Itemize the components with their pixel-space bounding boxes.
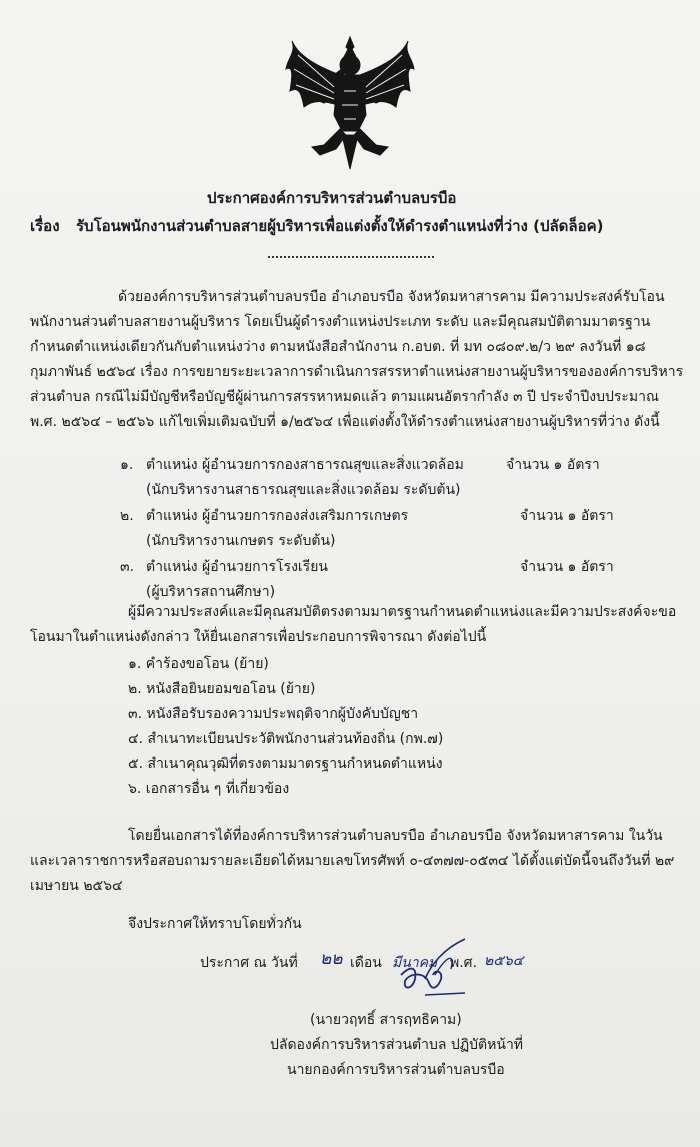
date-prefix: ประกาศ ณ วันที่ — [200, 955, 298, 971]
submission-line: และเวลาราชการหรือสอบถามรายละเอียดได้หมายเลขโทรศัพท์ ๐-๔๓๗๗-๐๕๓๔ ได้ตั้งแต่บัดนี้จนถึงวันที่ ๒๙ — [30, 853, 675, 869]
position-count: จำนวน ๑ อัตรา — [520, 508, 614, 524]
requirements-line: ผู้มีความประสงค์และมีคุณสมบัติตรงตามมาตรฐานกำหนดตำแหน่งและมีความประสงค์จะขอ — [128, 604, 677, 620]
position-number: ๑. — [120, 457, 134, 473]
position-sub: (นักบริหารงานเกษตร ระดับต้น) — [146, 533, 336, 549]
intro-line: พนักงานส่วนตำบลสายงานผู้บริหาร โดยเป็นผู้ดำรงตำแหน่งประเภท ระดับ และมีคุณสมบัติตามมาตรฐาน — [30, 314, 651, 330]
date-year: ๒๕๖๔ — [484, 953, 524, 969]
year-label: พ.ศ. — [450, 955, 478, 971]
position-count: จำนวน ๑ อัตรา — [506, 457, 600, 473]
position-sub: (นักบริหารงานสาธารณสุขและสิ่งแวดล้อม ระดับต้น) — [146, 482, 461, 498]
announcement-title: ประกาศองค์การบริหารส่วนตำบลบรบือ — [207, 189, 457, 207]
subject-text: รับโอนพนักงานส่วนตำบลสายผู้บริหารเพื่อแต่งตั้งให้ดำรงตำแหน่งที่ว่าง (ปลัดล็อค) — [76, 217, 604, 235]
document-item: ๑. คำร้องขอโอน (ย้าย) — [128, 656, 269, 672]
document-item: ๓. หนังสือรับรองความประพฤติจากผู้บังคับบัญชา — [128, 706, 419, 722]
signature-icon — [395, 935, 485, 1015]
position-title: ตำแหน่ง ผู้อำนวยการกองส่งเสริมการเกษตร — [146, 508, 409, 524]
position-count: จำนวน ๑ อัตรา — [520, 559, 614, 575]
announce-text: จึงประกาศให้ทราบโดยทั่วกัน — [128, 916, 302, 932]
month-label: เดือน — [350, 955, 382, 971]
position-title: ตำแหน่ง ผู้อำนวยการกองสาธารณสุขและสิ่งแวดล้อม — [146, 457, 464, 473]
intro-line: พ.ศ. ๒๕๖๔ – ๒๕๖๖ แก้ไขเพิ่มเติมฉบับที่ ๑/๒๕๖๔ เพื่อแต่งตั้งให้ดำรงตำแหน่งสายงานผู้บริหารที่ว่าง ดังนี้ — [30, 414, 660, 430]
date-day: ๒๒ — [320, 949, 343, 969]
position-sub: (ผู้บริหารสถานศึกษา) — [146, 584, 276, 600]
document-item: ๖. เอกสารอื่น ๆ ที่เกี่ยวข้อง — [128, 781, 290, 797]
intro-line: ส่วนตำบล กรณีไม่มีบัญชีหรือบัญชีผู้ผ่านการสรรหาหมดแล้ว ตามแผนอัตรากำลัง ๓ ปี ประจำปีงบประมาณ — [30, 389, 659, 405]
intro-line: ด้วยองค์การบริหารส่วนตำบลบรบือ อำเภอบรบือ จังหวัดมหาสารคาม มีความประสงค์รับโอน — [118, 289, 665, 305]
intro-line: กำหนดตำแหน่งเดียวกันกับตำแหน่งว่าง ตามหนังสือสำนักงาน ก.อบต. ที่ มท ๐๘๐๙.๒/ว ๒๙ ลงวันที่ ๑๘ — [30, 339, 646, 355]
garuda-emblem-icon — [284, 35, 416, 170]
document-item: ๒. หนังสือยินยอมขอโอน (ย้าย) — [128, 681, 316, 697]
position-number: ๒. — [120, 508, 134, 524]
document-item: ๕. สำเนาคุณวุฒิที่ตรงตามมาตรฐานกำหนดตำแหน่ง — [128, 756, 443, 772]
signatory-name: (นายวฤทธิ์ สารฤทธิคาม) — [310, 1012, 462, 1028]
signatory-position: ปลัดองค์การบริหารส่วนตำบล ปฏิบัติหน้าที่ — [270, 1037, 524, 1053]
submission-line: โดยยื่นเอกสารได้ที่องค์การบริหารส่วนตำบลบรบือ อำเภอบรบือ จังหวัดมหาสารคาม ในวัน — [128, 828, 663, 844]
subject-label: เรื่อง — [30, 217, 60, 235]
position-title: ตำแหน่ง ผู้อำนวยการโรงเรียน — [146, 559, 328, 575]
position-number: ๓. — [120, 559, 135, 575]
date-month: มีนาคม — [392, 955, 438, 971]
document-item: ๔. สำเนาทะเบียนประวัติพนักงานส่วนท้องถิ่น (กพ.๗) — [128, 731, 444, 747]
intro-line: กุมภาพันธ์ ๒๕๖๔ เรื่อง การขยายระยะเวลาการดำเนินการสรรหาตำแหน่งสายงานผู้บริหารขององค์การบริหาร — [30, 364, 684, 380]
signatory-position: นายกองค์การบริหารส่วนตำบลบรบือ — [287, 1062, 505, 1078]
requirements-line: โอนมาในตำแหน่งดังกล่าว ให้ยื่นเอกสารเพื่อประกอบการพิจารณา ดังต่อไปนี้ — [30, 629, 487, 645]
submission-line: เมษายน ๒๕๖๔ — [30, 878, 123, 894]
title-divider — [268, 256, 434, 258]
